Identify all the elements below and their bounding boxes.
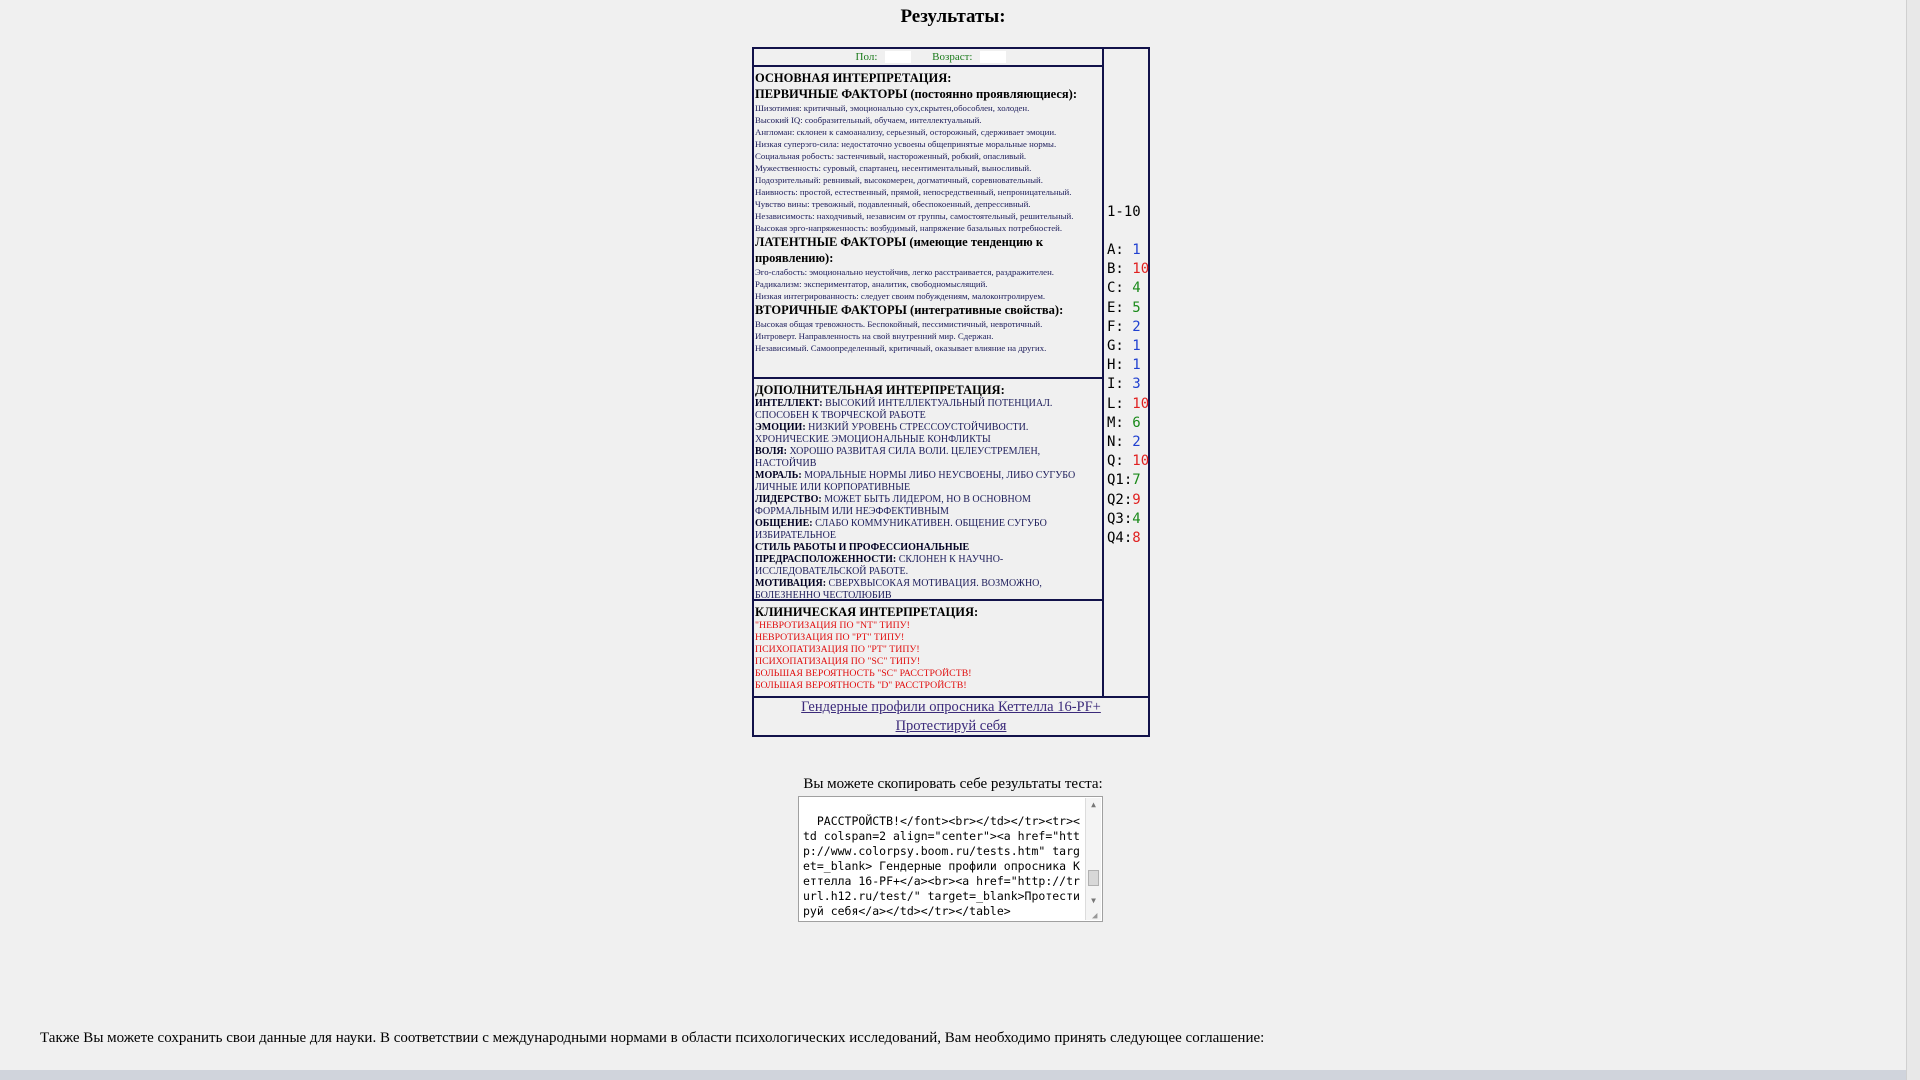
gender-profiles-link[interactable]: Гендерные профили опросника Кеттелла 16-PF+ (801, 699, 1101, 715)
additional-item-label: ЭМОЦИИ: (755, 422, 806, 433)
clinical-item: БОЛЬШАЯ ВЕРОЯТНОСТЬ "SC" РАССТРОЙСТВ! (755, 668, 972, 679)
factor-value: 10 (1132, 261, 1150, 278)
additional-item-label: МОРАЛЬ: (755, 470, 802, 481)
gender-value (885, 51, 911, 63)
science-agreement-text: Также Вы можете сохранить свои данные для науки. В соответствии с международными нормами в области психологических исследований, Вам необходимо принять следующее соглашение: (40, 1030, 1265, 1046)
clinical-heading: КЛИНИЧЕСКАЯ ИНТЕРПРЕТАЦИЯ: (755, 605, 979, 619)
factor-value: 2 (1132, 318, 1141, 335)
factor-scores-column (1104, 49, 1148, 696)
gender-label-text: Пол: (855, 51, 878, 63)
primary-factor-item: Низкая суперэго-сила: недостаточно усвоены общепринятые моральные нормы. (755, 139, 1057, 149)
secondary-factor-item: Независимый. Самоопределенный, критичный, оказывает влияние на других. (755, 343, 1047, 353)
additional-item (755, 398, 1101, 422)
secondary-heading: ВТОРИЧНЫЕ ФАКТОРЫ (интегративные свойства): (755, 303, 1064, 317)
clinical-item: НЕВРОТИЗАЦИЯ ПО "PT" ТИПУ! (755, 632, 905, 643)
additional-item-label: СТИЛЬ РАБОТЫ И ПРОФЕССИОНАЛЬНЫЕ ПРЕДРАСПОЛОЖЕННОСТИ: (755, 542, 970, 565)
factor-value: 6 (1132, 414, 1141, 431)
factor-row (1107, 280, 1141, 296)
resize-grip-icon[interactable]: ◢ (1092, 911, 1098, 921)
factor-row (1107, 453, 1149, 469)
primary-factor-item: Подозрительный: ревнивый, высокомерен, догматичный, соревновательный. (755, 175, 1043, 185)
factor-key: N: (1107, 434, 1124, 450)
basic-interpretation-section (754, 69, 1102, 379)
gender-label (844, 51, 918, 63)
factor-row (1107, 396, 1149, 412)
links-row (754, 696, 1148, 737)
gender-age-row (754, 49, 1102, 67)
additional-item-text: ВЫСОКИЙ ИНТЕЛЛЕКТУАЛЬНЫЙ ПОТЕНЦИАЛ. СПОСОБЕН К ТВОРЧЕСКОЙ РАБОТЕ (755, 398, 1053, 421)
scroll-thumb[interactable] (1088, 870, 1099, 886)
scroll-down-arrow-icon[interactable]: ▼ (1091, 896, 1096, 905)
age-value (980, 51, 1006, 63)
factor-value: 5 (1132, 299, 1141, 316)
copy-results-label: Вы можете скопировать себе результаты теста: (803, 776, 1103, 792)
factor-key: F: (1107, 318, 1124, 335)
factor-row (1107, 357, 1141, 373)
factor-key: H: (1107, 357, 1124, 374)
secondary-factor-item: Интроверт. Направленность на свой внутренний мир. Сдержан. (755, 331, 994, 341)
factor-row (1107, 511, 1141, 527)
primary-factor-item: Наивность: простой, естественный, прямой, непосредственный, непроницательный. (755, 187, 1072, 197)
factor-value: 1 (1132, 338, 1141, 354)
factor-key: I: (1107, 376, 1124, 393)
additional-item (755, 446, 1101, 470)
results-code-textarea[interactable] (798, 796, 1103, 922)
additional-item (755, 518, 1101, 542)
additional-item-label: ЛИДЕРСТВО: (755, 494, 822, 505)
additional-item-label: ОБЩЕНИЕ: (755, 518, 813, 529)
factor-row (1107, 492, 1141, 508)
latent-factors-list (755, 266, 1101, 302)
factor-row (1107, 376, 1141, 392)
factor-key: L: (1107, 395, 1124, 412)
test-yourself-link[interactable]: Протестируй себя (895, 718, 1007, 734)
latent-factor-item: Низкая интегрированность: следует своим побуждениям, малоконтролируем. (755, 291, 1046, 301)
clinical-item: "НЕВРОТИЗАЦИЯ ПО "NT" ТИПУ! (755, 620, 910, 631)
primary-factor-item: Мужественность: суровый, спартанец, несентиментальный, выносливый. (755, 163, 1032, 173)
additional-heading: ДОПОЛНИТЕЛЬНАЯ ИНТЕРПРЕТАЦИЯ: (755, 383, 1005, 397)
additional-item-text: СЛАБО КОММУНИКАТИВЕН. ОБЩЕНИЕ СУГУБО ИЗБИРАТЕЛЬНОЕ (755, 518, 1047, 541)
factor-key: Q3: (1107, 510, 1133, 527)
primary-factor-item: Высокая эрго-напряженность: возбудимый, напряжение базальных потребностей. (755, 223, 1063, 233)
secondary-factor-item: Высокая общая тревожность. Беспокойный, пессимистичный, невротичный. (755, 319, 1043, 329)
additional-item-text: ХОРОШО РАЗВИТАЯ СИЛА ВОЛИ. ЦЕЛЕУСТРЕМЛЕН, НАСТОЙЧИВ (755, 446, 1041, 469)
primary-factor-item: Англоман: склонен к самоанализу, серьезный, осторожный, сдерживает эмоции. (755, 127, 1057, 137)
factor-row (1107, 300, 1141, 316)
age-label-text: Возраст: (932, 51, 973, 63)
factor-row (1107, 242, 1141, 258)
factor-value: 8 (1132, 530, 1141, 546)
basic-heading: ОСНОВНАЯ ИНТЕРПРЕТАЦИЯ: (755, 71, 952, 85)
clinical-item: ПСИХОПАТИЗАЦИЯ ПО "PT" ТИПУ! (755, 644, 920, 655)
factor-row (1107, 338, 1141, 354)
additional-item (755, 578, 1101, 601)
factor-row (1107, 415, 1141, 431)
additional-item (755, 422, 1101, 446)
factor-key: Q2: (1107, 491, 1133, 508)
additional-interpretation-section (754, 381, 1102, 601)
additional-list (755, 398, 1101, 601)
factor-key: A: (1107, 242, 1124, 258)
additional-item (755, 542, 1101, 578)
factor-key: B: (1107, 261, 1124, 278)
factor-row (1107, 261, 1149, 277)
latent-heading: ЛАТЕНТНЫЕ ФАКТОРЫ (имеющие тенденцию к проявлению): (755, 235, 1044, 265)
scale-label: 1-10 (1107, 204, 1141, 220)
primary-factor-item: Чувство вины: тревожный, подавленный, обеспокоенный, депрессивный. (755, 199, 1031, 209)
factor-key: Q1: (1107, 472, 1133, 489)
factor-row (1107, 434, 1141, 450)
factor-row (1107, 472, 1141, 488)
factor-value: 4 (1132, 280, 1141, 297)
page-title: Результаты: (900, 6, 1006, 27)
clinical-interpretation-section (754, 603, 1102, 695)
clinical-list (755, 620, 1101, 692)
page-scrollbar[interactable] (1906, 0, 1920, 1080)
additional-item-label: ИНТЕЛЛЕКТ: (755, 398, 823, 409)
additional-item-text: МОЖЕТ БЫТЬ ЛИДЕРОМ, НО В ОСНОВНОМ ФОРМАЛЬНЫМ ИЛИ НЕЭФФЕКТИВНЫМ (755, 494, 1031, 517)
factor-value: 10 (1132, 395, 1150, 412)
additional-item (755, 470, 1101, 494)
additional-item-text: НИЗКИЙ УРОВЕНЬ СТРЕССОУСТОЙЧИВОСТИ. ХРОНИЧЕСКИЕ ЭМОЦИОНАЛЬНЫЕ КОНФЛИКТЫ (755, 422, 1029, 445)
factor-key: G: (1107, 338, 1124, 354)
factor-value: 2 (1132, 434, 1141, 450)
factor-value: 10 (1132, 453, 1150, 470)
primary-factor-item: Социальная робость: застенчивый, настороженный, робкий, опасливый. (755, 151, 1027, 161)
factor-value: 4 (1132, 510, 1141, 527)
scroll-up-arrow-icon[interactable]: ▲ (1091, 800, 1096, 809)
factor-value: 1 (1132, 357, 1141, 374)
results-table (752, 47, 1150, 737)
factor-value: 7 (1132, 472, 1141, 489)
primary-heading: ПЕРВИЧНЫЕ ФАКТОРЫ (постоянно проявляющиеся): (755, 87, 1077, 101)
factor-key: Q: (1107, 453, 1124, 470)
latent-factor-item: Радикализм: экспериментатор, аналитик, свободномыслящий. (755, 279, 988, 289)
factor-value: 3 (1132, 376, 1141, 393)
clinical-item: БОЛЬШАЯ ВЕРОЯТНОСТЬ "D" РАССТРОЙСТВ! (755, 680, 967, 691)
factor-key: E: (1107, 299, 1124, 316)
factor-row (1107, 319, 1141, 335)
factor-value: 9 (1132, 491, 1141, 508)
factor-key: Q4: (1107, 530, 1133, 546)
latent-factor-item: Эго-слабость: эмоционально неустойчив, легко расстраивается, раздражителен. (755, 267, 1054, 277)
interpretation-column (754, 49, 1104, 696)
additional-item-label: ВОЛЯ: (755, 446, 787, 457)
bottom-strip (0, 1070, 1906, 1080)
secondary-factors-list (755, 318, 1101, 354)
textarea-scrollbar[interactable] (1085, 798, 1101, 920)
additional-item-text: СВЕРХВЫСОКАЯ МОТИВАЦИЯ. ВОЗМОЖНО, БОЛЕЗНЕННО ЧЕСТОЛЮБИВ (755, 578, 1042, 601)
results-code-text: РАССТРОЙСТВ!</font><br></td></tr><tr><td colspan=2 align="center"><a href="http://www.colorpsy.boom.ru/tests.htm" target=_blank> Гендерные профили опросника Кеттелла 16-PF+</a><br><a href="http://trurl.h12.ru/test/" target=_blank>Протестируй себя</a></td></tr></table> (803, 814, 1080, 918)
primary-factor-item: Независимость: находчивый, независим от группы, самостоятельный, решительный. (755, 211, 1074, 221)
factor-key: M: (1107, 414, 1124, 431)
factor-row (1107, 530, 1141, 546)
factor-key: C: (1107, 280, 1124, 297)
primary-factors-list (755, 102, 1101, 234)
age-label (920, 51, 1012, 63)
additional-item-text: СКЛОНЕН К НАУЧНО-ИССЛЕДОВАТЕЛЬСКОЙ РАБОТЕ. (755, 554, 1004, 577)
factor-value: 1 (1132, 242, 1141, 258)
clinical-item: ПСИХОПАТИЗАЦИЯ ПО "SC" ТИПУ! (755, 656, 921, 667)
primary-factor-item: Высокий IQ: сообразительный, обучаем, интеллектуальный. (755, 115, 982, 125)
additional-item-label: МОТИВАЦИЯ: (755, 578, 827, 589)
additional-item-text: МОРАЛЬНЫЕ НОРМЫ ЛИБО НЕУСВОЕНЫ, ЛИБО СУГУБО ЛИЧНЫЕ ИЛИ КОРПОРАТИВНЫЕ (755, 470, 1076, 493)
additional-item (755, 494, 1101, 518)
primary-factor-item: Шизотимия: критичный, эмоционально сух,скрытен,обособлен, холоден. (755, 103, 1030, 113)
